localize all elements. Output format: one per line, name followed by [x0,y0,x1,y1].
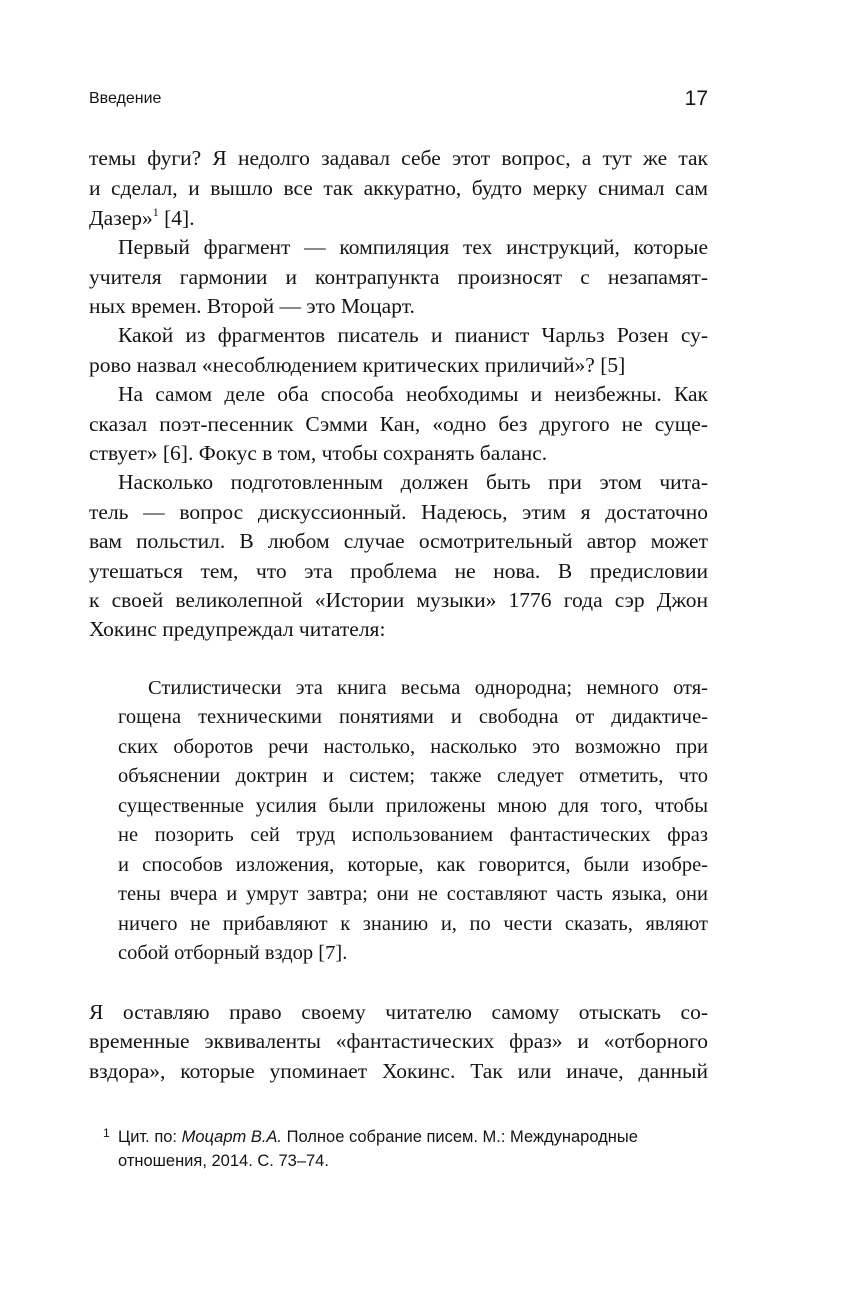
footnote-continuation: отношения, 2014. С. 73–74. [118,1152,329,1170]
body-line-with-footnote-ref [89,203,708,233]
footnote-text: Полное собрание писем. М.: Международные [282,1128,638,1146]
paragraph-line: сказал поэт-песенник Сэмми Кан, «одно без другого не суще- [89,412,708,436]
block-quote-line: существенные усилия были приложены мною для того, чтобы [118,795,708,817]
paragraph-line: вздора», которые упоминает Хокинс. Так или иначе, данный [89,1059,708,1083]
paragraph-line: утешаться тем, что эта проблема не нова. В предисловии [89,559,708,583]
footnote-marker: 1 [103,1126,110,1140]
paragraph-line: На самом деле оба способа необходимы и неизбежны. Как [118,382,708,406]
paragraph-line: временные эквиваленты «фантастических фраз» и «отборного [89,1029,708,1053]
paragraph-line: Какой из фрагментов писатель и пианист Чарльз Розен су- [118,323,708,347]
paragraph-line: к своей великолепной «Истории музыки» 1776 года сэр Джон [89,588,708,612]
paragraph-line: учителя гармонии и контрапункта произносят с незапамят- [89,265,708,289]
block-quote-line: тены вчера и умрут завтра; они не составляют часть языка, они [118,883,708,905]
block-quote-line: ничего не прибавляют к знанию и, по чести сказать, являют [118,913,708,935]
footnote [103,1125,710,1149]
body-text: Дазер» [89,206,153,230]
block-quote-line: ских оборотов речи настолько, насколько это возможно при [118,736,708,758]
page-number: 17 [684,87,708,110]
paragraph-line: Хокинс предупреждал читателя: [89,617,386,641]
paragraph-line: Я оставляю право своему читателю самому отыскать со- [89,1000,708,1024]
body-line: темы фуги? Я недолго задавал себе этот вопрос, а тут же так [89,146,708,170]
paragraph-line: Насколько подготовленным должен быть при этом чита- [118,470,708,494]
block-quote-line: объяснении доктрин и систем; также следует отметить, что [118,765,708,787]
block-quote-line: и способов изложения, которые, как говорится, были изобре- [118,854,708,876]
block-quote-line: гощена техническими понятиями и свободна от дидактиче- [118,706,708,728]
body-line: и сделал, и вышло все так аккуратно, будто мерку снимал сам [89,176,708,200]
paragraph-line: тель — вопрос дискуссионный. Надеюсь, этим я достаточно [89,500,708,524]
paragraph-line: ствует» [6]. Фокус в том, чтобы сохранять баланс. [89,441,548,465]
paragraph-line: вам польстил. В любом случае осмотрительный автор может [89,529,708,553]
running-header-title: Введение [89,90,162,107]
paragraph-line: ных времен. Второй — это Моцарт. [89,294,415,318]
body-text: [4]. [158,206,195,230]
paragraph-line: рово назвал «несоблюдением критических приличий»? [5] [89,353,626,377]
block-quote-line: собой отборный вздор [7]. [118,942,348,964]
paragraph-line: Первый фрагмент — компиляция тех инструкций, которые [118,235,708,259]
block-quote-line: не позорить сей труд использованием фантастических фраз [118,824,708,846]
block-quote-line: Стилистически эта книга весьма однородна; немного отя- [148,677,708,699]
footnote-author: Моцарт В.А. [181,1128,283,1146]
footnote-reference[interactable]: 1 [152,205,159,219]
footnote-prefix: Цит. по: [118,1128,182,1146]
